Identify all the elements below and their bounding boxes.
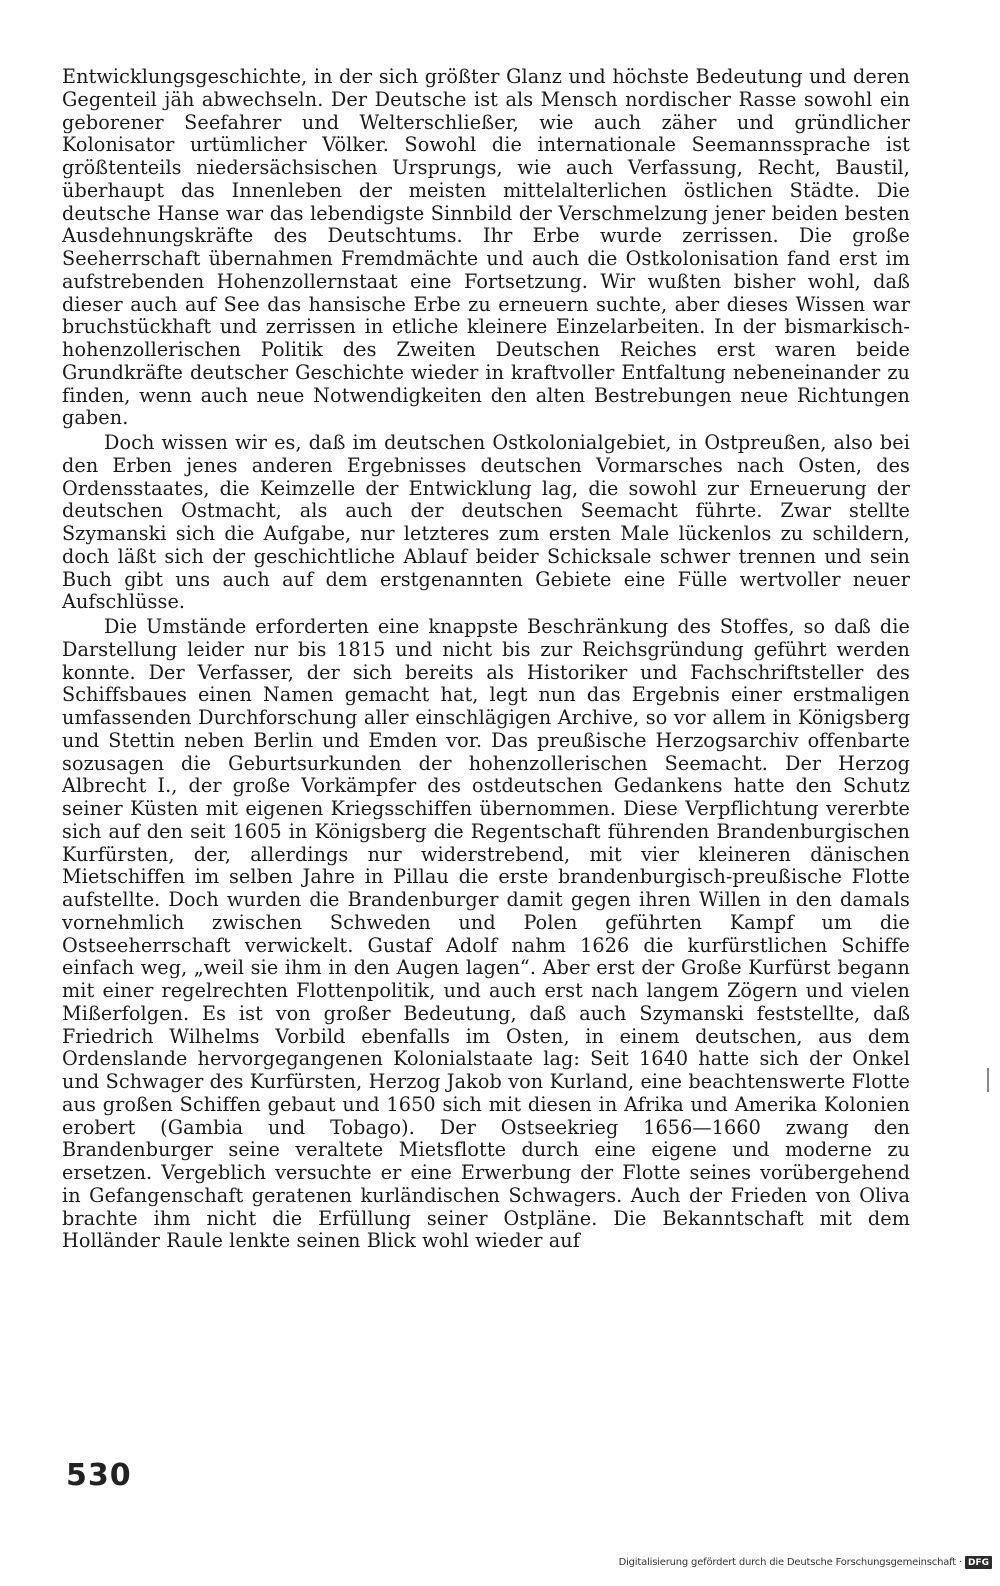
digitization-footer xyxy=(619,1556,992,1569)
footer-credit-text: Digitalisierung gefördert durch die Deutsche Forschungsgemeinschaft · xyxy=(618,1557,962,1568)
page-body xyxy=(62,66,910,1253)
paragraph-2: Doch wissen wir es, daß im deutschen Ostkolonialgebiet, in Ostpreußen, also bei den Erben jenes anderen Ergebnisses deutschen Vormarsches nach Osten, des Ordensstaates, die Keimzelle der Entwicklung lag, die sowohl zur Erneuerung der deutschen Ostmacht, als auch der deutschen Seemacht führte. Zwar stellte Szymanski sich die Aufgabe, nur letzteres zum ersten Male lückenlos zu schildern, doch läßt sich der geschichtliche Ablauf beider Schicksale schwer trennen und sein Buch gibt uns auch auf dem erstgenannten Gebiete eine Fülle wertvoller neuer Aufschlüsse. xyxy=(62,431,910,614)
page-number: 530 xyxy=(66,1458,132,1493)
dfg-logo-icon: DFG xyxy=(965,1556,992,1569)
paragraph-1: Entwicklungsgeschichte, in der sich größter Glanz und höchste Bedeutung und deren Gegenteil jäh abwechseln. Der Deutsche ist als Mensch nordischer Rasse sowohl ein geborener Seefahrer und Welterschließer, wie auch zäher und gründlicher Kolonisator urtümlicher Völker. Sowohl die internationale Seemannssprache ist größtenteils niedersächsischen Ursprungs, wie auch Verfassung, Recht, Baustil, überhaupt das Innenleben der meisten mittelalterlichen östlichen Städte. Die deutsche Hanse war das lebendigste Sinnbild der Verschmelzung jener beiden besten Ausdehnungskräfte des Deutschtums. Ihr Erbe wurde zerrissen. Die große Seeherrschaft übernahmen Fremdmächte und auch die Ostkolonisation fand erst im aufstrebenden Hohenzollernstaat eine Fortsetzung. Wir wußten bisher wohl, daß dieser auch auf See das hansische Erbe zu erneuern suchte, aber dieses Wissen war bruchstückhaft und zerrissen in etliche kleinere Einzelarbeiten. In der bismarkisch-hohenzollerischen Politik des Zweiten Deutschen Reiches erst waren beide Grundkräfte deutscher Geschichte wieder in kraftvoller Entfaltung nebeneinander zu finden, wenn auch neue Notwendigkeiten den alten Bestrebungen neue Richtungen gaben. xyxy=(62,65,910,430)
paragraph-3: Die Umstände erforderten eine knappste Beschränkung des Stoffes, so daß die Darstellung leider nur bis 1815 und nicht bis zur Reichsgründung geführt werden konnte. Der Verfasser, der sich bereits als Historiker und Fachschriftsteller des Schiffsbaues einen Namen gemacht hat, legt nun das Ergebnis einer erstmaligen umfassenden Durchforschung aller einschlägigen Archive, so vor allem in Königsberg und Stettin neben Berlin und Emden vor. Das preußische Herzogsarchiv offenbarte sozusagen die Geburtsurkunden der hohenzollerischen Seemacht. Der Herzog Albrecht I., der große Vorkämpfer des ostdeutschen Gedankens hatte den Schutz seiner Küsten mit eigenen Kriegsschiffen übernommen. Diese Verpflichtung vererbte sich auf den seit 1605 in Königsberg die Regentschaft führenden Brandenburgischen Kurfürsten, der, allerdings nur widerstrebend, mit vier kleineren dänischen Mietschiffen im selben Jahre in Pillau die erste brandenburgisch-preußische Flotte aufstellte. Doch wurden die Brandenburger damit gegen ihren Willen in den damals vornehmlich zwischen Schweden und Polen geführten Kampf um die Ostseeherrschaft verwickelt. Gustaf Adolf nahm 1626 die kurfürstlichen Schiffe einfach weg, „weil sie ihm in den Augen lagen“. Aber erst der Große Kurfürst begann mit einer regelrechten Flottenpolitik, und auch erst nach langem Zögern und vielen Mißerfolgen. Es ist von großer Bedeutung, daß auch Szymanski feststellte, daß Friedrich Wilhelms Vorbild ebenfalls im Osten, in einem deutschen, aus dem Ordenslande hervorgegangenen Kolonialstaate lag: Seit 1640 hatte sich der Onkel und Schwager des Kurfürsten, Herzog Jakob von Kurland, eine beachtenswerte Flotte aus großen Schiffen gebaut und 1650 sich mit diesen in Afrika und Amerika Kolonien erobert (Gambia und Tobago). Der Ostseekrieg 1656—1660 zwang den Brandenburger seine veraltete Mietsflotte durch eine eigene und moderne zu ersetzen. Vergeblich versuchte er eine Erwerbung der Flotte seines vorübergehend in Gefangenschaft geratenen kurländischen Schwagers. Auch der Frieden von Oliva brachte ihm nicht die Erfüllung seiner Ostpläne. Die Bekanntschaft mit dem Holländer Raule lenkte seinen Blick wohl wieder auf xyxy=(62,615,910,1253)
margin-mark xyxy=(987,1068,989,1092)
